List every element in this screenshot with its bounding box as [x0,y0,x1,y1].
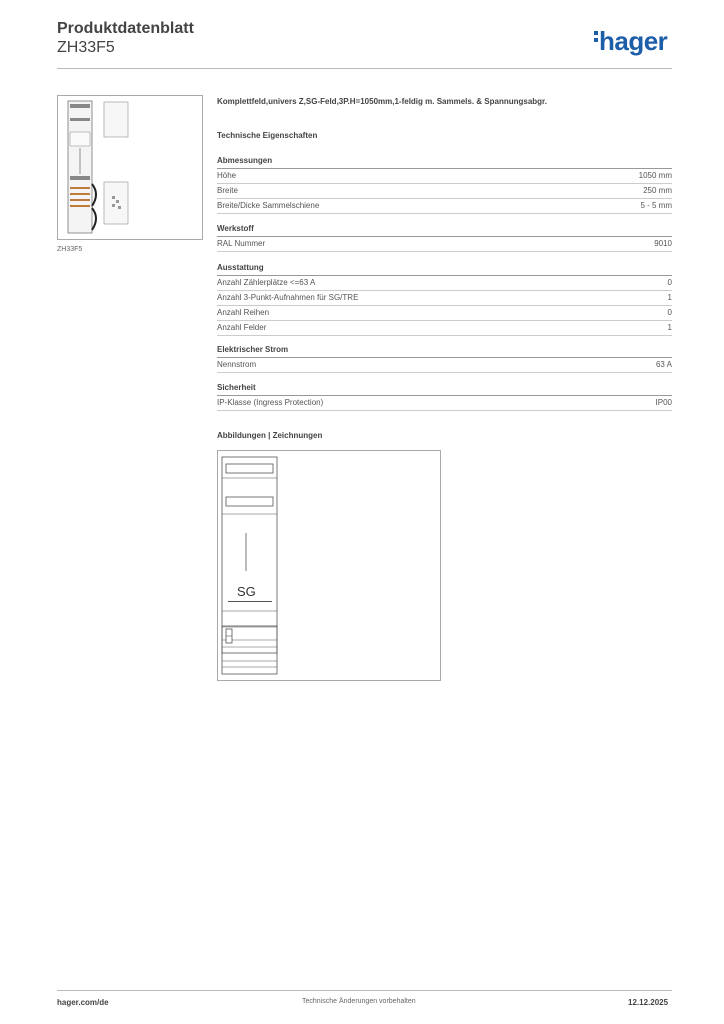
table-row [217,306,672,321]
logo-dots-icon [594,31,598,45]
row-value: 0 [667,278,672,287]
table-row [217,184,672,199]
row-value: 1 [667,323,672,332]
group-title: Werkstoff [217,224,672,237]
group-title: Ausstattung [217,263,672,276]
row-label: Anzahl 3-Punkt-Aufnahmen für SG/TRE [217,293,359,302]
row-value: 250 mm [643,186,672,195]
row-value: IP00 [655,398,672,407]
row-label: Anzahl Zählerplätze <=63 A [217,278,316,287]
table-row [217,321,672,336]
row-value: 1050 mm [638,171,672,180]
group-title: Elektrischer Strom [217,345,672,358]
group-werkstoff [217,224,672,252]
brand-logo[interactable] [594,26,667,57]
table-row [217,276,672,291]
table-row [217,396,672,411]
table-row [217,237,672,252]
properties-heading: Technische Eigenschaften [217,131,318,140]
row-label: Anzahl Felder [217,323,267,332]
row-label: IP-Klasse (Ingress Protection) [217,398,324,407]
table-row [217,169,672,184]
image-caption: ZH33F5 [57,246,83,253]
row-value: 1 [667,293,672,302]
group-title: Abmessungen [217,156,672,169]
footer-notice: Technische Änderungen vorbehalten [302,998,416,1005]
product-description: Komplettfeld,univers Z,SG-Feld,3P.H=1050mm,1-feldig m. Sammels. & Spannungsabgr. [217,97,547,106]
row-label: RAL Nummer [217,239,266,248]
group-title: Sicherheit [217,383,672,396]
sg-underline [228,601,272,602]
group-ausstattung [217,263,672,336]
footer-website-link[interactable]: hager.com/de [57,998,109,1007]
group-elektrischer-strom [217,345,672,373]
page-title: Produktdatenblatt [57,20,194,37]
footer-divider [57,990,672,991]
row-value: 5 - 5 mm [640,201,672,210]
header-divider [57,68,672,69]
row-value: 9010 [654,239,672,248]
table-row [217,358,672,373]
group-abmessungen [217,156,672,214]
product-code: ZH33F5 [57,39,115,56]
group-sicherheit [217,383,672,411]
row-label: Anzahl Reihen [217,308,270,317]
product-image [57,95,203,240]
row-label: Breite [217,186,238,195]
row-label: Höhe [217,171,237,180]
row-label: Nennstrom [217,360,257,369]
table-row [217,199,672,214]
technical-drawing [217,450,441,681]
sg-label: SG [237,584,256,599]
row-value: 0 [667,308,672,317]
footer-date: 12.12.2025 [628,998,669,1007]
table-row [217,291,672,306]
brand-name: hager [599,26,668,56]
drawings-heading: Abbildungen | Zeichnungen [217,431,323,440]
row-label: Breite/Dicke Sammelschiene [217,201,320,210]
row-value: 63 A [655,360,672,369]
